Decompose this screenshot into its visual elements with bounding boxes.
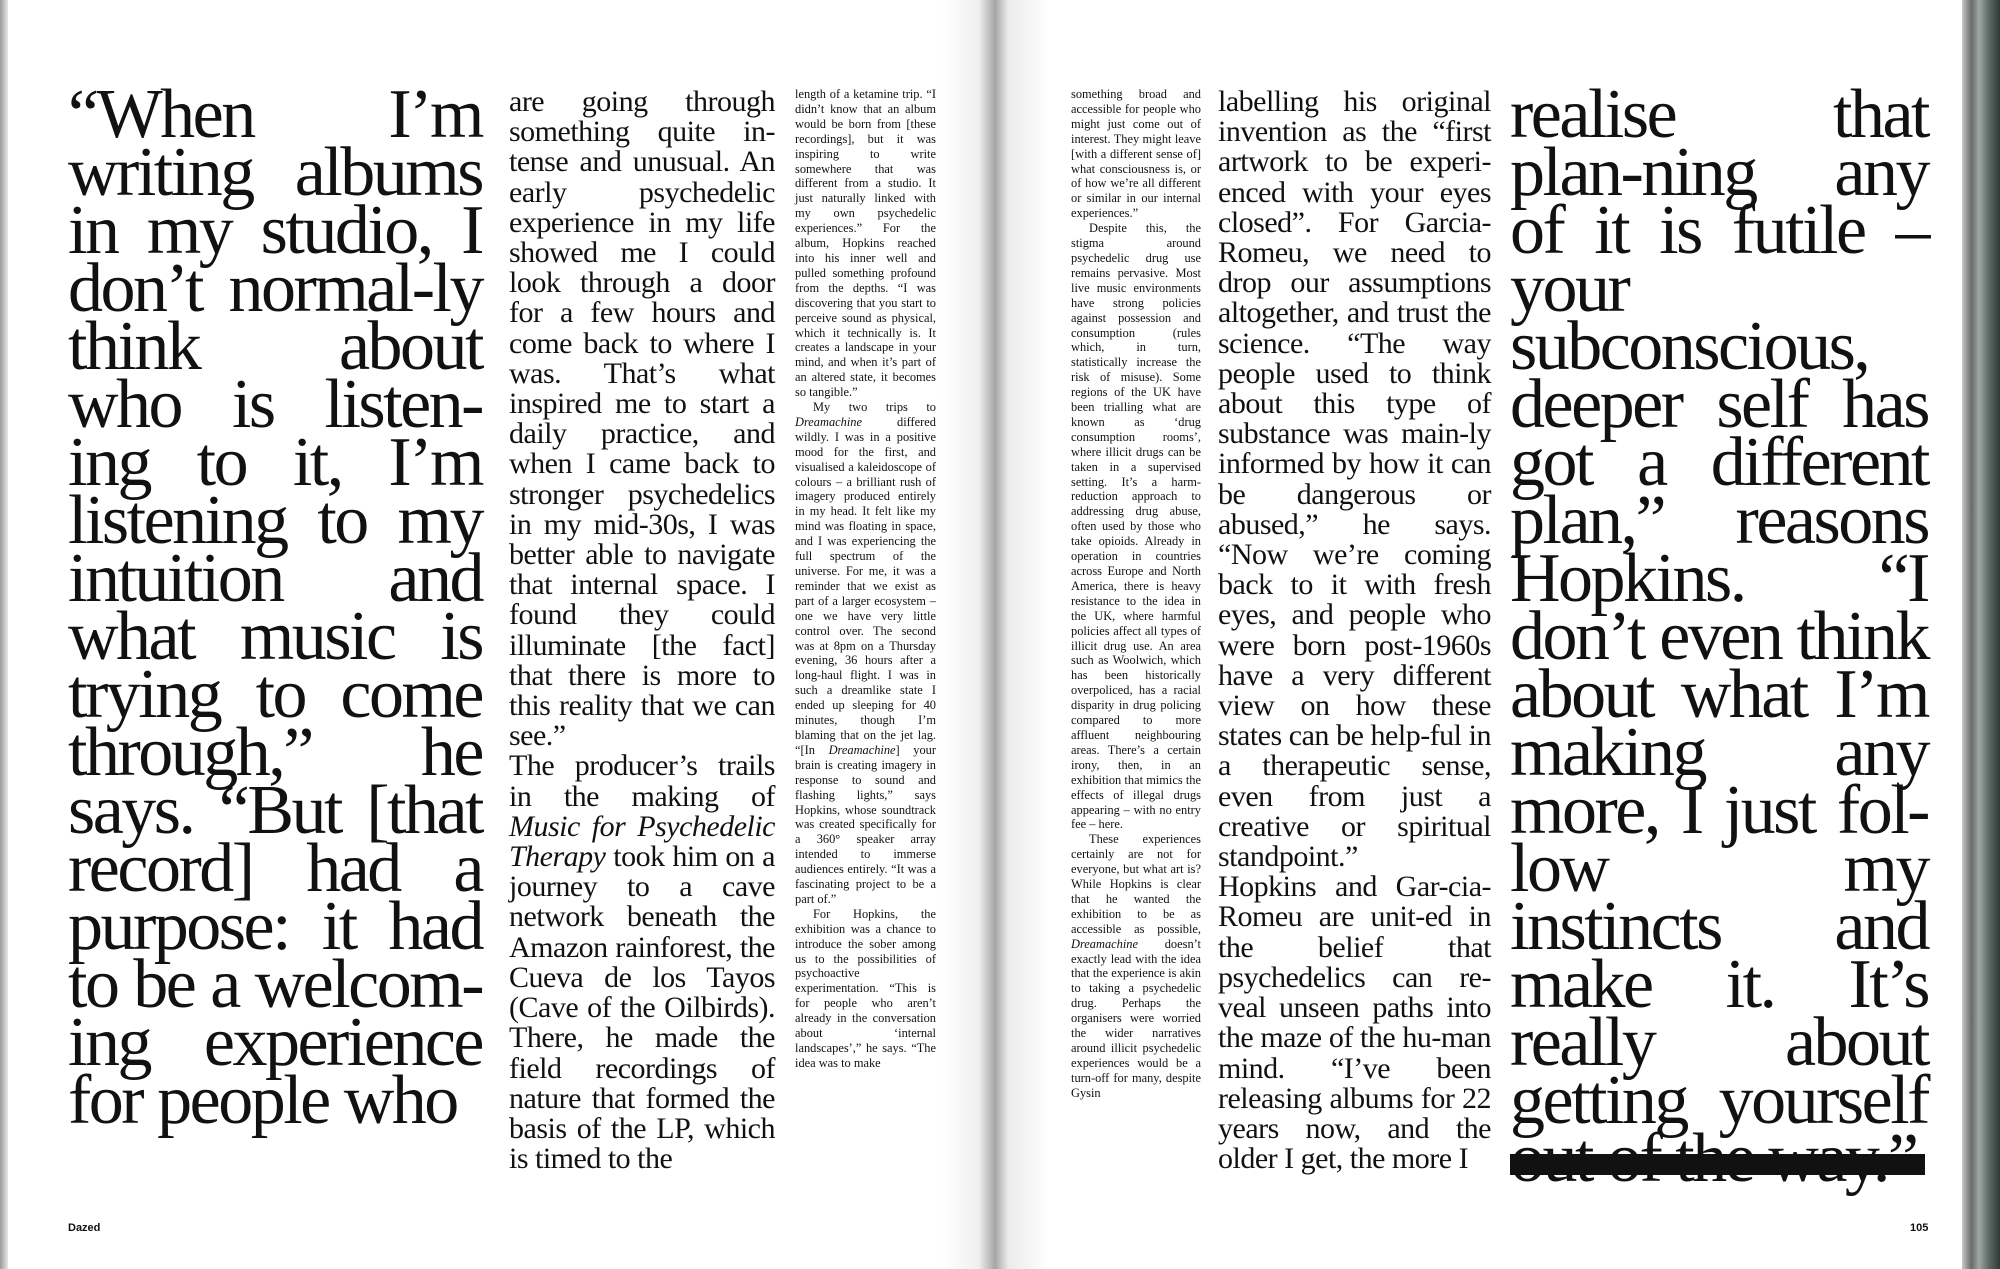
right-page (998, 0, 1978, 1269)
body-column-small-left (795, 87, 936, 1071)
body-paragraph: The producer’s trails in the making of Music for Psychedelic Therapy took him on a journey to a cave network beneath the Amazon rainforest, the Cueva de los Tayos (Cave of the Oilbirds). There, he made the field recordings of nature that formed the basis of the LP, which is timed to the (509, 749, 775, 1176)
body-paragraph: These experiences certainly are not for everyone, but what art is? While Hopkins is clear that he wanted the exhibition to be as accessible as possible, Dreamachine doesn’t exactly lead with the idea that the experience is akin to taking a psychedelic drug. Perhaps the organisers were worried the wider narratives around illicit psychedelic experiences would be a turn-off for many, despite Gysin (1071, 832, 1201, 1100)
folio-magazine-name: Dazed (68, 1222, 101, 1234)
left-page-edge (0, 0, 8, 1269)
body-paragraph: length of a ketamine trip. “I didn’t know that an album would be born from [these recordings], but it was inspiring to write somewhere that was different from a studio. It just naturally linked with my own psychedelic experiences.” For the album, Hopkins reached into his inner well and pulled something profound from the depths. “I was discovering that you start to perceive sound as physical, which it technically is. It creates a landscape in your mind, and when it’s part of an altered state, it becomes so tangible.” (795, 87, 936, 400)
body-paragraph: are going through something quite in-tense and unusual. An early psychedelic experience in my life showed me I could look through a door for a few hours and come back to where I was. That’s what inspired me to start a daily practice, and when I came back to stronger psychedelics in my mid-30s, I was better able to navigate that internal space. I found they could illuminate [the fact] that there is more to this reality that we can see.” (509, 85, 775, 753)
exhibition-title: Dreamachine (828, 742, 896, 757)
folio-page-number: 105 (1910, 1222, 1929, 1234)
body-paragraph: My two trips to Dreamachine differed wildly. I was in a positive mood for the first, and visualised a kaleidoscope of colours – a brilliant rush of imagery produced entirely in my head. It felt like my mind was floating in space, and I was experiencing the full spectrum of the universe. For me, it was a reminder that we exist as part of a larger ecosystem – one we have very little control over. The second was at 8pm on a Thursday evening, 36 hours after a long-haul flight. I was in such a dreamlike state I ended up sleeping for 40 minutes, though I’m blaming that on the jet lag. “[In Dreamachine] your brain is creating imagery in response to sound and flashing lights,” says Hopkins, whose soundtrack was created specifically for a 360° speaker array intended to immerse audiences entirely. “It was a fascinating project to be a part of.” (795, 400, 936, 906)
right-page-edge (1962, 0, 2000, 1269)
left-page (0, 0, 990, 1269)
end-rule (1510, 1154, 1925, 1175)
exhibition-title: Dreamachine (795, 414, 862, 429)
body-paragraph: labelling his original invention as the “first artwork to be experi-enced with your eyes closed”. For Garcia-Romeu, we need to drop our assumptions altogether, and trust the science. “The way people used to think about this type of substance was main-ly informed by how it can be dangerous or abused,” he says. “Now we’re coming back to it with fresh eyes, and people who were born post-1960s have a very different view on how these states can be help-ful in a therapeutic sense, even from just a creative or spiritual standpoint.” (1218, 85, 1491, 874)
body-paragraph: something broad and accessible for people who might just come out of interest. They might leave [with a different sense of] what consciousness is, or of how we’re all different or similar in our internal experiences.” (1071, 87, 1201, 221)
book-gutter-shadow (940, 0, 1050, 1269)
body-paragraph: Despite this, the stigma around psychedelic drug use remains pervasive. Most live music environments have strong policies against possession and consumption (rules which, in turn, statistically increase the risk of misuse). Some regions of the UK have been trialling what are known as ‘drug consumption rooms’, where illicit drugs can be taken in a supervised setting. It’s a harm-reduction approach to addressing drug abuse, often used by those who take opioids. Already in operation in countries across Europe and North America, there is heavy resistance to the idea in the UK, where harmful policies affect all types of illicit drug use. An area such as Woolwich, which has been historically overpoliced, has a racial disparity in drug policing compared to more affluent neighbouring areas. There’s a certain irony, then, in an exhibition that mimics the effects of illegal drugs appearing – with no entry fee – here. (1071, 221, 1201, 832)
exhibition-title: Dreamachine (1071, 936, 1138, 951)
body-paragraph: For Hopkins, the exhibition was a chance to introduce the sober among us to the possibilities of psychoactive experimentation. “This is for people who aren’t already in the conversation about ‘internal landscapes’,” he says. “The idea was to make (795, 906, 936, 1070)
body-paragraph: Hopkins and Gar-cia-Romeu are unit-ed in the belief that psychedelics can re-veal unseen paths into the maze of the hu-man mind. “I’ve been releasing albums for 22 years now, and the older I get, the more I (1218, 870, 1491, 1176)
body-column-medium-left (509, 87, 775, 1174)
pull-quote-left: “When I’m writing albums in my studio, I don’t normal-ly think about who is listen-ing to it, I’m listening to my intuition and what music is trying to come through,” he says. “But [that record] had a purpose: it had to be a welcom-ing experience for people who (68, 76, 482, 1139)
album-title: Music for Psychedelic Therapy (509, 809, 775, 874)
pull-quote-right: realise that plan-ning any of it is futile – your subconscious, deeper self has got a different plan,” reasons Hopkins. “I don’t even think about what I’m making any more, I just fol-low my instincts and make it. It’s really about getting yourself (1510, 76, 1928, 1139)
body-column-small-right (1071, 87, 1201, 1101)
body-column-medium-right (1218, 87, 1491, 1174)
